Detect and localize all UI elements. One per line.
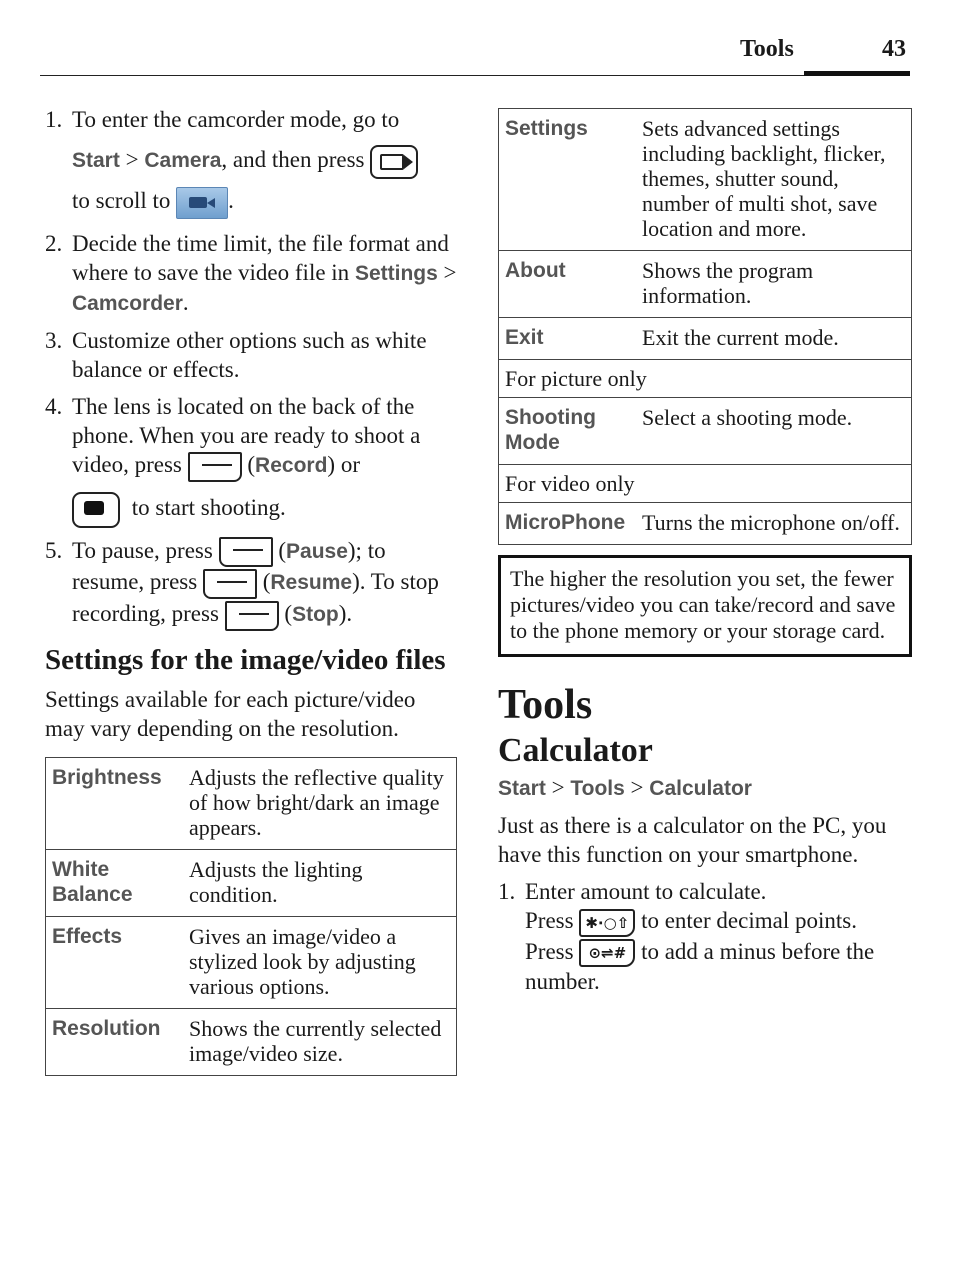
- step-text: .: [228, 188, 234, 213]
- step-3: [45, 326, 457, 384]
- table-section-row: [499, 465, 912, 503]
- table-row: [499, 398, 912, 465]
- setting-description: Shows the currently selected image/video size.: [183, 1008, 457, 1075]
- camera-settings-table: [498, 108, 912, 545]
- setting-name: Brightness: [46, 757, 184, 849]
- setting-description: Adjusts the lighting condition.: [183, 849, 457, 916]
- step-text: to add a minus before the number.: [525, 938, 875, 995]
- hash-key-icon: ⊙⇌#: [579, 939, 635, 967]
- step-text: Press: [525, 908, 574, 933]
- camcorder-steps: [45, 100, 457, 631]
- step-number: 5.: [45, 537, 63, 563]
- section-title: Settings for the image/video files: [45, 643, 446, 676]
- table-section-row: [499, 360, 912, 398]
- header-rule-accent: [804, 71, 910, 76]
- setting-name: White Balance: [46, 849, 184, 916]
- calculator-title: Calculator: [498, 732, 653, 769]
- calculator-link: Calculator: [649, 777, 752, 800]
- setting-description: Gives an image/video a stylized look by adjusting various options.: [183, 916, 457, 1008]
- tools-link: Tools: [570, 777, 625, 800]
- step-text: .: [182, 290, 189, 315]
- step-number: 2.: [45, 231, 63, 256]
- image-video-settings-table: [45, 757, 457, 1076]
- shutter-key-icon: [72, 492, 120, 528]
- calculator-steps: [498, 877, 912, 996]
- step-text: (: [278, 537, 287, 563]
- stop-label: Stop: [292, 603, 339, 627]
- step-text: , and then press: [221, 147, 365, 172]
- path-separator: >: [125, 147, 139, 172]
- setting-name: Exit: [499, 318, 637, 360]
- step-text: Press: [525, 938, 574, 964]
- path-separator: >: [630, 775, 644, 800]
- setting-name: About: [499, 251, 637, 318]
- page-number: 43: [882, 36, 906, 62]
- right-soft-key-icon: [203, 569, 257, 599]
- left-column: [45, 100, 457, 1076]
- header-rule: [40, 75, 910, 76]
- step-text: Decide the time limit, the file format and where to save the video file in: [72, 231, 449, 285]
- step-5: [45, 536, 457, 631]
- step-1: [45, 100, 457, 221]
- setting-description: Shows the program information.: [636, 251, 912, 318]
- shoot-line: [72, 492, 457, 528]
- right-soft-key-icon: [219, 537, 273, 567]
- table-row: [46, 757, 457, 849]
- header-title: Tools: [740, 36, 794, 62]
- video-only-header: For video only: [499, 465, 912, 503]
- calculator-text: Just as there is a calculator on the PC, you have this function on your smartphone.: [498, 813, 887, 867]
- step-4: [45, 392, 457, 528]
- setting-description: Select a shooting mode.: [636, 398, 912, 465]
- step-2: [45, 229, 457, 318]
- star-key-icon: ✱∙○⇧: [579, 909, 635, 937]
- step-text: ).: [338, 601, 353, 627]
- step-text: to enter decimal points.: [641, 908, 857, 933]
- table-row: [46, 849, 457, 916]
- path-separator: >: [443, 260, 457, 285]
- step-text: Enter amount to calculate.: [525, 879, 767, 904]
- step-text: To pause, press: [72, 537, 213, 563]
- step-text: The lens is located on the back of the phone. When you are ready to shoot a video, press: [72, 394, 421, 477]
- step-number: 4.: [45, 394, 63, 419]
- setting-description: Sets advanced settings including backlight, flicker, themes, shutter sound, number of multi shot, save location and more.: [636, 109, 912, 251]
- camcorder-mode-icon: [176, 187, 228, 219]
- step-text: (: [262, 569, 271, 595]
- step-text: ). To stop recording, press: [72, 569, 439, 627]
- left-soft-key-icon: [225, 601, 279, 631]
- setting-description: Adjusts the reflective quality of how bright/dark an image appears.: [183, 757, 457, 849]
- table-row: [499, 109, 912, 251]
- camera-link: Camera: [144, 149, 222, 172]
- setting-description: Turns the microphone on/off.: [636, 503, 912, 545]
- calc-step-1: [498, 877, 912, 996]
- start-link: Start: [498, 777, 546, 800]
- step-text: (: [247, 452, 256, 477]
- step-text: to start shooting.: [131, 495, 286, 520]
- step-text: (: [284, 601, 293, 627]
- calculator-path: [498, 773, 912, 803]
- step-number: 3.: [45, 328, 63, 353]
- resume-label: Resume: [270, 571, 353, 595]
- step-text: To enter the camcorder mode, go to: [72, 107, 400, 132]
- setting-name: Shooting Mode: [499, 398, 637, 465]
- step-text: ) or: [327, 452, 360, 477]
- step-text: ); to resume, press: [72, 537, 386, 595]
- table-row: [499, 503, 912, 545]
- pause-label: Pause: [286, 539, 348, 563]
- setting-name: Settings: [499, 109, 637, 251]
- table-row: [46, 1008, 457, 1075]
- start-link: Start: [72, 149, 120, 172]
- right-column: [498, 108, 912, 1004]
- step-number: 1.: [498, 879, 516, 904]
- setting-name: Resolution: [46, 1008, 184, 1075]
- step-number: 1.: [45, 107, 63, 132]
- step-text: Customize other options such as white balance or effects.: [72, 328, 427, 382]
- left-soft-key-icon: [188, 452, 242, 482]
- section-text: Settings available for each picture/video may vary depending on the resolution.: [45, 686, 416, 741]
- setting-description: Exit the current mode.: [636, 318, 912, 360]
- table-row: [46, 916, 457, 1008]
- chapter-title: Tools: [498, 682, 593, 728]
- resolution-note: The higher the resolution you set, the fewer pictures/video you can take/record and save to the phone memory or your storage card.: [498, 555, 912, 657]
- setting-name: MicroPhone: [499, 503, 637, 545]
- path-separator: >: [551, 775, 565, 800]
- record-label: Record: [255, 454, 328, 477]
- camcorder-link: Camcorder: [72, 292, 183, 315]
- camera-key-icon: [370, 145, 418, 179]
- step-text: to scroll to: [72, 188, 171, 213]
- table-row: [499, 318, 912, 360]
- table-row: [499, 251, 912, 318]
- settings-link: Settings: [354, 262, 438, 285]
- picture-only-header: For picture only: [499, 360, 912, 398]
- setting-name: Effects: [46, 916, 184, 1008]
